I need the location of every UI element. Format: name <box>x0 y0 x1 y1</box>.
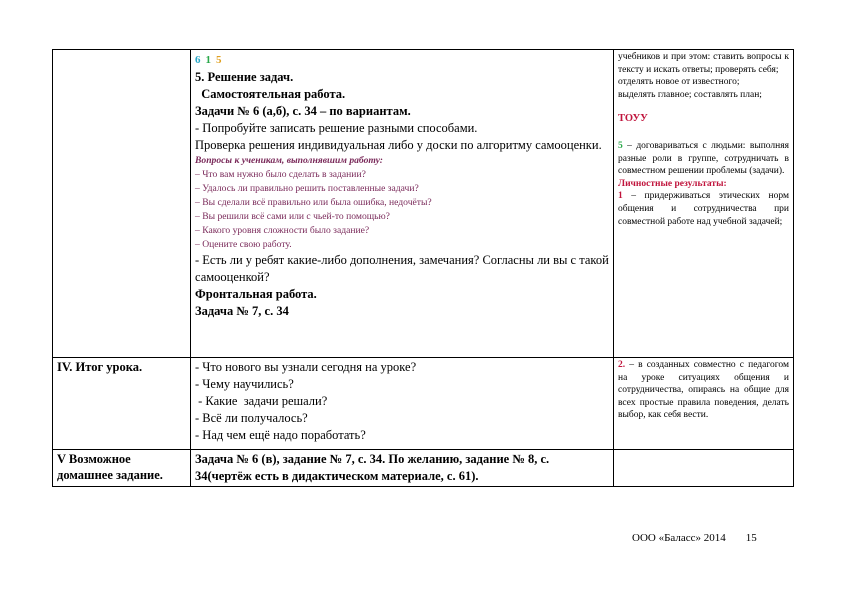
question-line: - Всё ли получалось? <box>195 411 308 425</box>
question-item: – Оцените свою работу. <box>195 239 292 250</box>
subsection-title: Самостоятельная работа. <box>195 87 346 101</box>
result-item <box>618 190 789 228</box>
check-line: Проверка решения индивидуальная либо у доски по алгоритму самооценки. <box>195 138 602 152</box>
question-line: - Что нового вы узнали сегодня на уроке? <box>195 360 417 374</box>
questions-block <box>195 154 609 252</box>
question-item: – Что вам нужно было сделать в задании? <box>195 169 366 180</box>
additions-line: - Есть ли у ребят какие-либо дополнения, замечания? Согласны ли вы с такой самооценкой? <box>195 253 609 284</box>
table-row <box>53 358 794 450</box>
results-cell <box>614 358 794 450</box>
result-number: 1 <box>618 191 623 202</box>
competency-number: 1 <box>205 54 211 66</box>
page-number: 15 <box>745 532 757 544</box>
instruction-line: - Попробуйте записать решение разными способами. <box>195 121 478 135</box>
question-item: – Вы сделали всё правильно или была ошибка, недочёты? <box>195 197 432 208</box>
table-row <box>53 50 794 358</box>
stage-cell-empty <box>53 50 191 358</box>
homework-text: Задача № 6 (в), задание № 7, с. 34. По желанию, задание № 8, с. 34(чертёж есть в дидактическом материале, с. 61). <box>191 450 614 487</box>
toyy-heading: ТОУУ <box>618 113 648 125</box>
table-row <box>53 450 794 487</box>
stage-label: IV. Итог урока. <box>53 358 191 450</box>
competency-number: 6 <box>195 54 201 66</box>
task-line: Задача № 7, с. 34 <box>195 304 289 318</box>
question-item: – Вы решили всё сами или с чьей-то помощью? <box>195 211 390 222</box>
competency-numbers <box>195 51 609 69</box>
result-text: отделять новое от известного; <box>618 77 740 88</box>
page-footer <box>632 532 757 544</box>
question-item: – Какого уровня сложности было задание? <box>195 225 370 236</box>
stage-label: V Возможное домашнее задание. <box>53 450 191 487</box>
section-title: 5. Решение задач. <box>195 70 294 84</box>
result-text: – договариваться с людьми: выполняя разные роли в группе, сотрудничать в совместном решении проблемы (задачи). <box>618 140 789 177</box>
question-line: - Какие задачи решали? <box>195 394 328 408</box>
results-cell-empty <box>614 450 794 487</box>
result-number: 2. <box>618 360 626 370</box>
activity-cell <box>191 358 614 450</box>
question-line: - Над чем ещё надо поработать? <box>195 428 366 442</box>
result-text: – придерживаться этических норм общения и сотрудничества при совместной работе над учебной задачей; <box>618 191 789 227</box>
questions-header: Вопросы к ученикам, выполнявшим работу: <box>195 155 383 166</box>
question-item: – Удалось ли правильно решить поставленные задачи? <box>195 183 419 194</box>
footer-company: ООО «Баласс» 2014 <box>632 532 726 544</box>
result-item <box>618 140 789 178</box>
result-text: учебников и при этом: ставить вопросы к тексту и искать ответы; проверять себя; <box>618 52 789 75</box>
activity-cell <box>191 50 614 358</box>
result-text: выделять главное; составлять план; <box>618 89 762 100</box>
competency-number: 5 <box>216 54 222 66</box>
personal-results-heading: Личностные результаты: <box>618 178 727 189</box>
result-number: 5 <box>618 140 623 151</box>
lesson-table <box>52 49 794 487</box>
frontal-work-title: Фронтальная работа. <box>195 287 317 301</box>
results-cell <box>614 50 794 358</box>
question-line: - Чему научились? <box>195 377 294 391</box>
task-line: Задачи № 6 (а,б), с. 34 – по вариантам. <box>195 104 411 118</box>
result-text: – в созданных совместно с педагогом на уроке ситуациях общения и сотрудничества, опираясь на общие для всех простые правила поведения, делать выбор, как себя вести. <box>618 360 789 421</box>
